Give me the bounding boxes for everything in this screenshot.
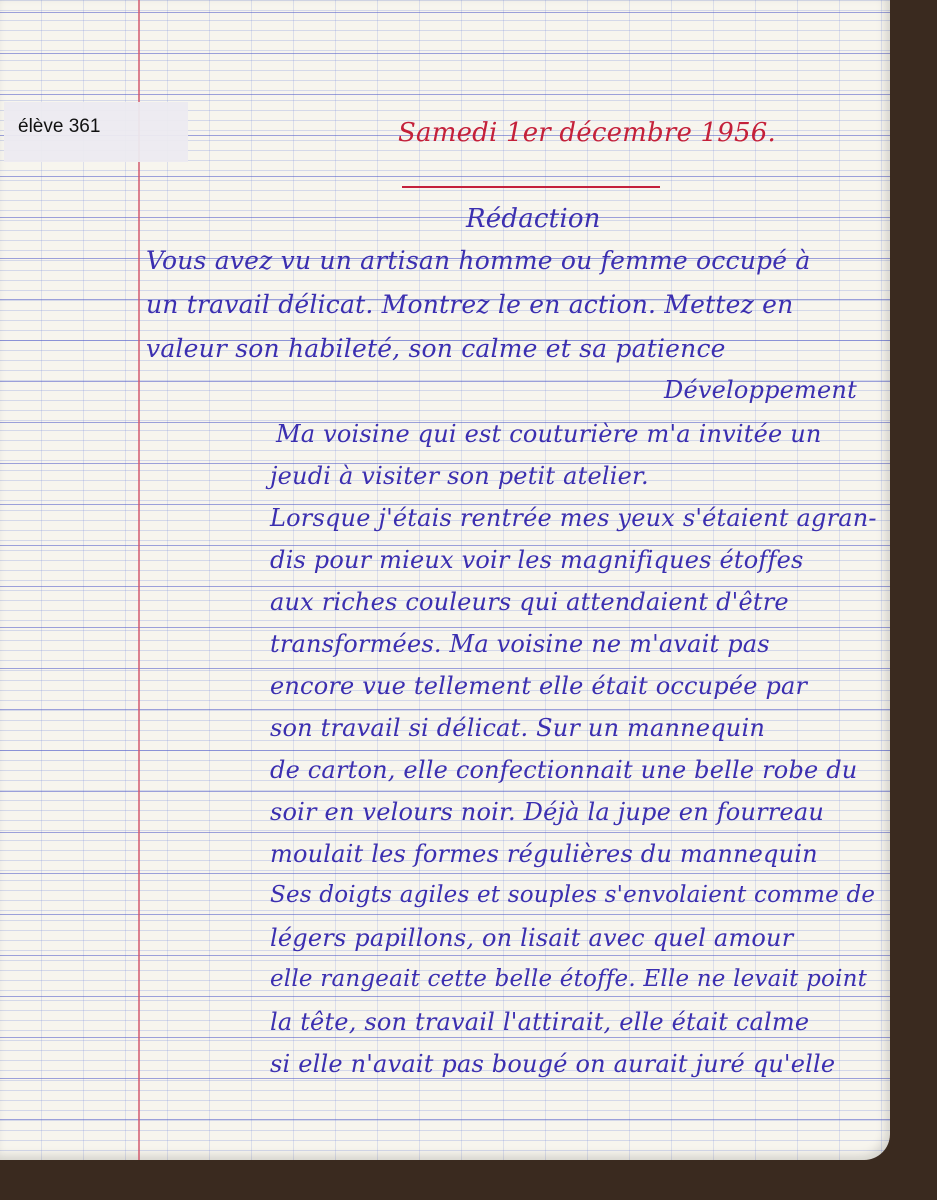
- body-line: Ma voisine qui est couturière m'a invitée un: [276, 420, 822, 448]
- body-line: si elle n'avait pas bougé on aurait juré qu'elle: [270, 1050, 836, 1078]
- body-line: dis pour mieux voir les magnifiques étoffes: [270, 546, 804, 574]
- body-line: Ses doigts agiles et souples s'envolaient comme de: [270, 882, 876, 908]
- body-line: encore vue tellement elle était occupée par: [270, 672, 808, 700]
- date-line: Samedi 1er décembre 1956.: [398, 118, 776, 148]
- body-line: de carton, elle confectionnait une belle robe du: [270, 756, 858, 784]
- subject-line-2: un travail délicat. Montrez le en action. Mettez en: [146, 290, 794, 319]
- body-line: légers papillons, on lisait avec quel amour: [270, 924, 794, 952]
- body-line: jeudi à visiter son petit atelier.: [270, 462, 649, 490]
- title-underline: [402, 186, 660, 188]
- body-line: Lorsque j'étais rentrée mes yeux s'étaient agran-: [270, 504, 877, 532]
- body-line: la tête, son travail l'attirait, elle était calme: [270, 1008, 810, 1036]
- student-label: élève 361: [4, 102, 188, 162]
- page-title: Rédaction: [466, 204, 601, 234]
- body-line: moulait les formes régulières du mannequin: [270, 840, 818, 868]
- section-heading: Développement: [664, 376, 857, 404]
- body-line: soir en velours noir. Déjà la jupe en fourreau: [270, 798, 824, 826]
- margin-line: [138, 0, 140, 1160]
- body-line: elle rangeait cette belle étoffe. Elle ne levait point: [270, 966, 868, 992]
- body-line: son travail si délicat. Sur un mannequin: [270, 714, 765, 742]
- body-line: transformées. Ma voisine ne m'avait pas: [270, 630, 770, 658]
- subject-line-1: Vous avez vu un artisan homme ou femme occupé à: [146, 246, 811, 275]
- body-line: aux riches couleurs qui attendaient d'être: [270, 588, 789, 616]
- subject-line-3: valeur son habileté, son calme et sa patience: [146, 334, 726, 363]
